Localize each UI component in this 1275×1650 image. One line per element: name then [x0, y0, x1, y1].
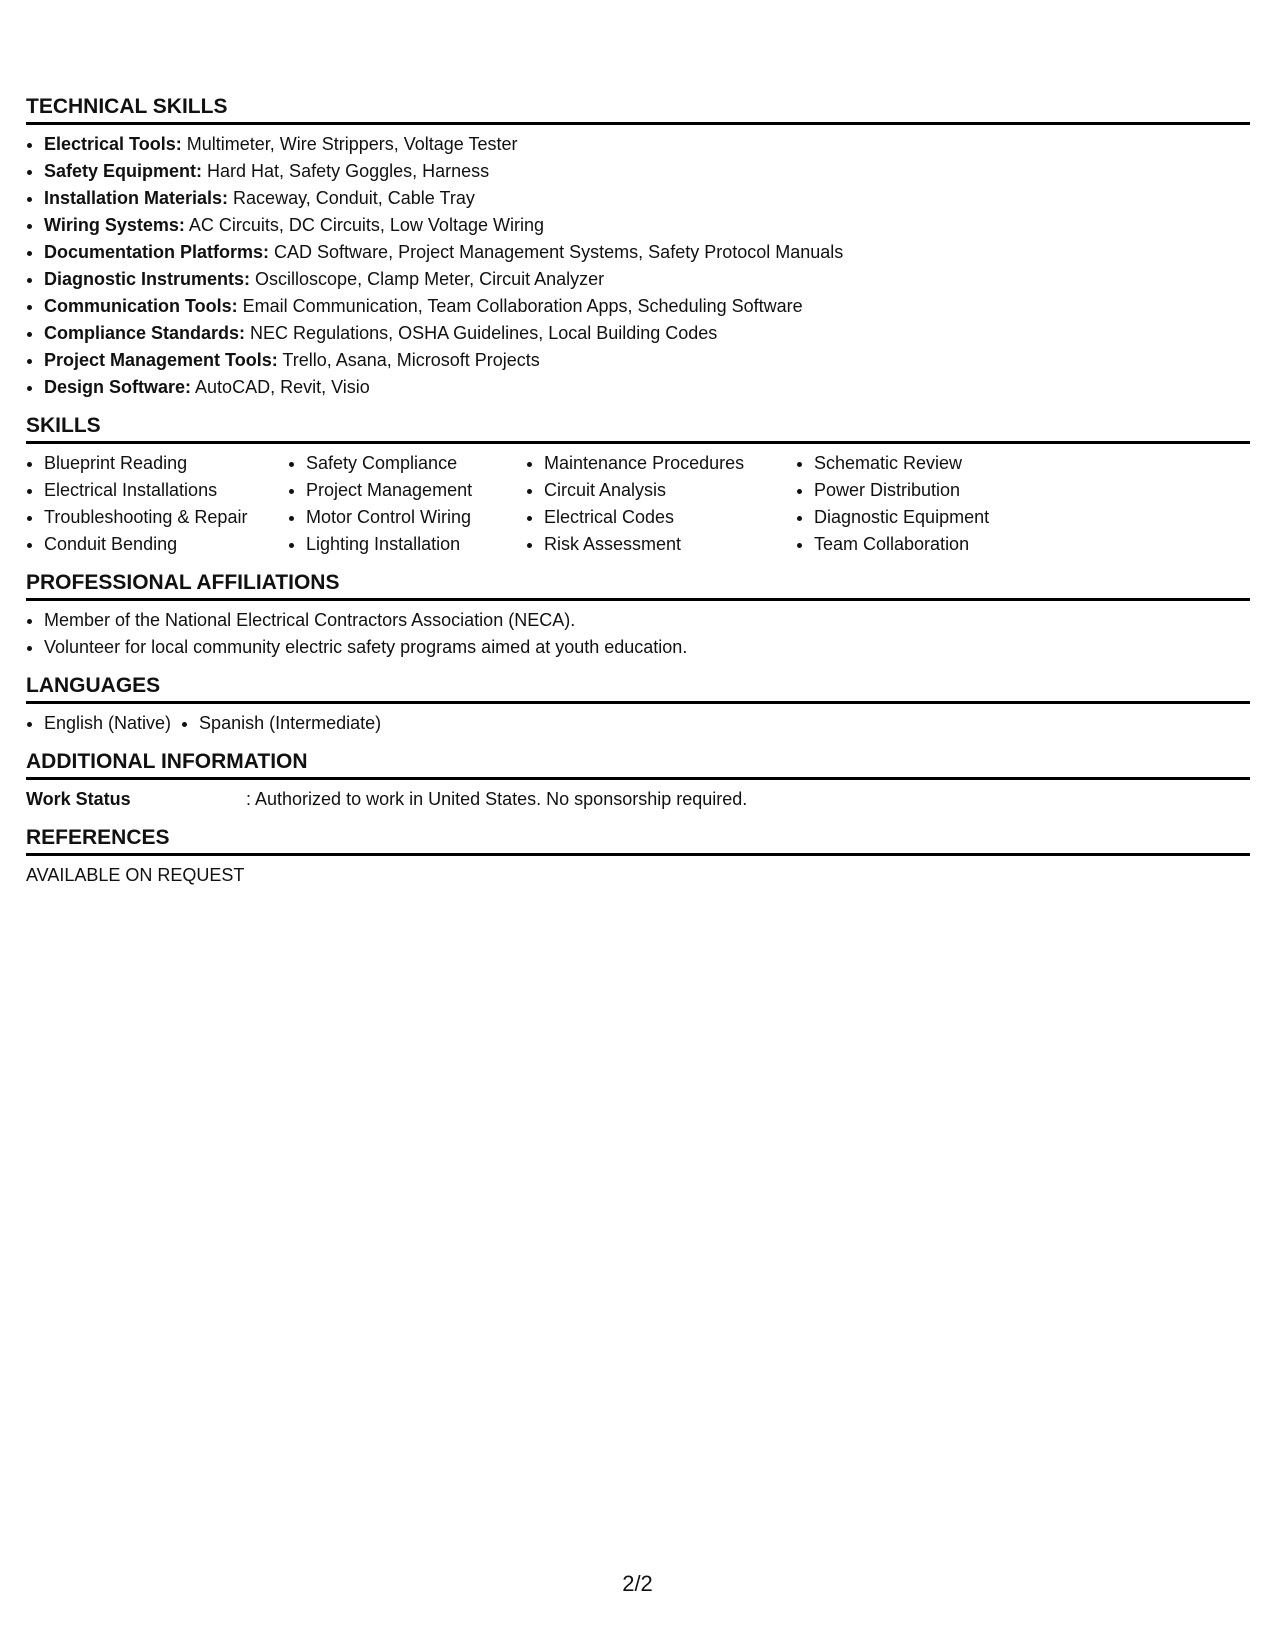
list-item: • Maintenance Procedures [544, 450, 790, 477]
list-item: • Risk Assessment [544, 531, 790, 558]
list-item: • Lighting Installation [306, 531, 520, 558]
technical-skills-section [26, 94, 1250, 401]
list-item: • Electrical Installations [44, 477, 282, 504]
item-label: Safety Equipment: [44, 161, 203, 181]
section-title-languages: LANGUAGES [26, 673, 1250, 704]
item-value: AutoCAD, Revit, Visio [191, 377, 370, 397]
list-item [44, 239, 1250, 266]
list-item [44, 347, 1250, 374]
list-item: • Blueprint Reading [44, 450, 282, 477]
affiliations-section [26, 570, 1250, 661]
item-label: Electrical Tools: [44, 134, 182, 154]
item-label: Compliance Standards: [44, 323, 246, 343]
item-value: Email Communication, Team Collaboration Apps, Scheduling Software [237, 296, 803, 316]
list-item: • Circuit Analysis [544, 477, 790, 504]
item-value: AC Circuits, DC Circuits, Low Voltage Wiring [184, 215, 544, 235]
list-item [44, 185, 1250, 212]
references-section [26, 825, 1250, 889]
item-label: Project Management Tools: [44, 350, 278, 370]
skills-column [526, 450, 790, 558]
section-title-affiliations: PROFESSIONAL AFFILIATIONS [26, 570, 1250, 601]
list-item: • Troubleshooting & Repair [44, 504, 282, 531]
item-value: NEC Regulations, OSHA Guidelines, Local Building Codes [245, 323, 718, 343]
list-item: • Spanish (Intermediate) [199, 710, 381, 737]
list-item: • Volunteer for local community electric safety programs aimed at youth education. [44, 634, 1250, 661]
list-item [44, 131, 1250, 158]
list-item: • Conduit Bending [44, 531, 282, 558]
skills-column [288, 450, 520, 558]
list-item: • Power Distribution [814, 477, 1054, 504]
list-item: • Diagnostic Equipment [814, 504, 1054, 531]
list-item: • Team Collaboration [814, 531, 1054, 558]
section-title-references: REFERENCES [26, 825, 1250, 856]
item-label: Design Software: [44, 377, 192, 397]
item-value: Multimeter, Wire Strippers, Voltage Tester [181, 134, 518, 154]
skills-column [796, 450, 1054, 558]
list-item: • Schematic Review [814, 450, 1054, 477]
affiliations-list [26, 607, 1250, 661]
section-title-skills: SKILLS [26, 413, 1250, 444]
skills-column [26, 450, 282, 558]
item-label: Documentation Platforms: [44, 242, 270, 262]
item-label: Installation Materials: [44, 188, 229, 208]
list-item: • English (Native) [44, 710, 171, 737]
languages-list [26, 710, 1250, 737]
skills-section [26, 413, 1250, 558]
item-label: Diagnostic Instruments: [44, 269, 251, 289]
list-item [44, 320, 1250, 347]
list-item: • Electrical Codes [544, 504, 790, 531]
work-status-label: Work Status [26, 789, 131, 809]
languages-section [26, 673, 1250, 737]
work-status-value: : Authorized to work in United States. No sponsorship required. [246, 789, 748, 809]
work-status-row [26, 786, 1250, 813]
item-value: Raceway, Conduit, Cable Tray [228, 188, 475, 208]
item-value: Oscilloscope, Clamp Meter, Circuit Analyzer [250, 269, 605, 289]
list-item [44, 266, 1250, 293]
additional-info-section [26, 749, 1250, 813]
list-item [44, 212, 1250, 239]
list-item: • Member of the National Electrical Contractors Association (NECA). [44, 607, 1250, 634]
references-text: AVAILABLE ON REQUEST [26, 865, 245, 885]
section-title-technical-skills: TECHNICAL SKILLS [26, 94, 1250, 125]
list-item: • Project Management [306, 477, 520, 504]
item-label: Wiring Systems: [44, 215, 185, 235]
item-value: Trello, Asana, Microsoft Projects [277, 350, 540, 370]
page-number: 2/2 [622, 1571, 653, 1596]
list-item [44, 293, 1250, 320]
list-item: • Safety Compliance [306, 450, 520, 477]
resume-page [26, 94, 1250, 901]
list-item: • Motor Control Wiring [306, 504, 520, 531]
list-item [44, 374, 1250, 401]
skills-grid [26, 450, 1250, 558]
item-value: CAD Software, Project Management Systems, Safety Protocol Manuals [269, 242, 844, 262]
list-item [44, 158, 1250, 185]
section-title-additional-info: ADDITIONAL INFORMATION [26, 749, 1250, 780]
item-label: Communication Tools: [44, 296, 238, 316]
technical-skills-list [26, 131, 1250, 401]
item-value: Hard Hat, Safety Goggles, Harness [202, 161, 490, 181]
